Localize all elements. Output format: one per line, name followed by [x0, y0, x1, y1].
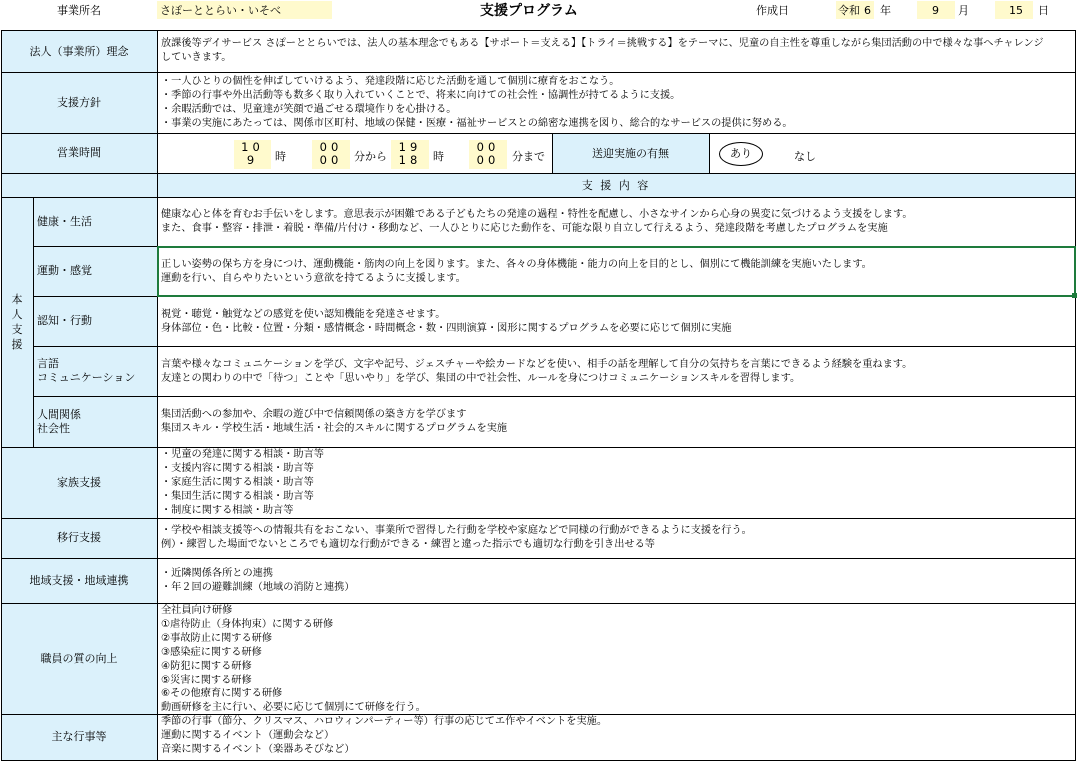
year-value: 6 — [864, 4, 871, 17]
family-content[interactable] — [158, 448, 1074, 518]
staff-line: 動画研修を主に行い、必要に応じて個別にて研修を行う。 — [161, 702, 426, 714]
selection-handle[interactable] — [1072, 293, 1077, 298]
staff-line: ⑥その他療育に関する研修 — [161, 688, 283, 700]
philosophy-line: 放課後等デイサービス さぽーととらいでは、法人の基本理念でもある【サポート＝支える】【トライ＝挑戦する】をテーマに、児童の自主性を尊重しながら集団活動の中で様々な事へチャレンジ — [161, 38, 1044, 49]
office-name-cell[interactable] — [157, 1, 332, 19]
motor-content[interactable] — [158, 258, 1072, 286]
philosophy-label: 法人（事業所）理念 — [29, 44, 129, 58]
policy-line: ・一人ひとりの個性を伸ばしていけるよう、発達段階に応じた活動を通して個別に療育をおこなう。 — [161, 76, 620, 87]
motor-label: 運動・感覚 — [37, 264, 92, 277]
staff-content[interactable] — [158, 604, 1074, 714]
family-line: ・家庭生活に関する相談・助言等 — [161, 476, 314, 488]
motor-line: 運動を行い、自らやりたいという意欲を持てるように支援します。 — [161, 272, 466, 284]
philosophy-content[interactable] — [158, 37, 1074, 65]
day-cell[interactable] — [995, 1, 1033, 19]
cognition-line: 身体部位・色・比較・位置・分類・感情概念・時間概念・数・四則演算・図形に関するプログラムを必要に応じて個別に実施 — [161, 322, 732, 334]
day-value: 15 — [1009, 4, 1023, 17]
language-label: 言語 コミュニケーション — [37, 357, 136, 384]
policy-line: ・余暇活動では、児童達が笑顔で過ごせる環境作りを心掛ける。 — [161, 103, 457, 115]
created-date-label: 作成日 — [756, 4, 789, 17]
end-hour: 19 18 — [398, 140, 422, 167]
hours-label: 営業時間 — [57, 146, 101, 159]
transition-label: 移行支援 — [57, 531, 101, 544]
transition-content[interactable] — [158, 524, 1074, 552]
events-label: 主な行事等 — [51, 730, 107, 743]
transport-label: 送迎実施の有無 — [592, 146, 669, 160]
staff-line: ②事故防止に関する研修 — [161, 632, 273, 644]
cognition-content[interactable] — [158, 308, 1074, 336]
staff-line: 全社員向け研修 — [161, 605, 233, 616]
community-label: 地域支援・地域連携 — [29, 573, 129, 587]
transition-line: 例）・練習した場面でないところでも適切な行動ができる・練習と違った指示でも適切な行動を引き出せる等 — [161, 538, 655, 550]
family-line: ・集団生活に関する相談・助言等 — [161, 490, 314, 502]
language-content[interactable] — [158, 358, 1074, 386]
family-line: ・児童の発達に関する相談・助言等 — [161, 449, 324, 460]
month-cell[interactable] — [917, 1, 955, 19]
end-minute: 00 00 — [476, 140, 500, 167]
health-line: また、食事・整容・排泄・着脱・準備/片付け・移動など、一人ひとりに応じた動作を、可能な限り自立して行えるよう、発達段階を考慮したプログラムを実施 — [161, 222, 888, 234]
staff-line: ④防犯に関する研修 — [161, 660, 252, 672]
start-minute: 00 00 — [319, 140, 343, 167]
policy-label: 支援方針 — [57, 95, 101, 109]
community-line: ・年２回の避難訓練（地域の消防と連携） — [161, 581, 355, 593]
events-line: 運動に関するイベント（運動会など） — [161, 729, 335, 741]
staff-label: 職員の質の向上 — [40, 651, 118, 665]
language-line: 友達との関わりの中で「待つ」ことや「思いやり」を学び、集団の中で社会性、ルールを身につけコミュニケーションスキルを習得します。 — [161, 372, 801, 384]
family-line: ・制度に関する相談・助言等 — [161, 504, 294, 516]
staff-line: ⑤災害に関する研修 — [161, 674, 252, 686]
transition-line: ・学校や相談支援等への情報共有をおこない、事業所で習得した行動を学校や家庭などで同様の行動ができるように支援を行う。 — [161, 525, 752, 536]
grid-line — [1, 197, 1076, 198]
grid-line — [1, 133, 1076, 134]
motor-line: 正しい姿勢の保ち方を身につけ、運動機能・筋肉の向上を図ります。また、各々の身体機能・能力の向上を目的とし、個別にて機能訓練を実施いたします。 — [161, 259, 872, 270]
until-text: 分まで — [512, 150, 545, 163]
policy-line: ・事業の実施にあたっては、関係市区町村、地域の保健・医療・福祉サービスとの綿密な連携を図り、総合的なサービスの提供に努める。 — [161, 117, 793, 129]
language-line: 言葉や様々なコミュニケーションを学び、文字や記号、ジェスチャーや絵カードなどを使い、相手の話を理解して自分の気持ちを言葉にできるよう経験を重ねます。 — [161, 359, 913, 370]
day-unit: 日 — [1038, 4, 1049, 17]
health-line: 健康な心と体を育むお手伝いをします。意思表示が困難である子どもたちの発達の過程・特性を配慮し、小さなサインから心身の異変に気づけるよう支援をします。 — [161, 209, 913, 220]
grid-line — [1, 30, 1076, 31]
family-label: 家族支援 — [57, 475, 101, 489]
social-line: 集団活動への参加や、余暇の遊び中で信頼関係の築き方を学びます — [161, 409, 467, 420]
personal-support-label: 本 人 支 援 — [11, 293, 23, 351]
from-text: 分から — [354, 150, 387, 163]
grid-line — [1075, 30, 1076, 761]
hour-unit: 時 — [275, 150, 286, 163]
grid-line — [709, 133, 710, 173]
support-header: 支 援 内 容 — [581, 178, 651, 192]
cognition-line: 視覚・聴覚・触覚などの感覚を使い認知機能を発達させます。 — [161, 309, 446, 320]
cognition-label: 認知・行動 — [37, 314, 92, 327]
health-label: 健康・生活 — [37, 214, 92, 228]
social-label: 人間関係 社会性 — [37, 407, 81, 435]
events-content[interactable] — [158, 715, 1074, 757]
era-cell[interactable] — [836, 1, 874, 19]
year-unit: 年 — [880, 4, 891, 17]
transport-yes[interactable]: あり — [719, 142, 763, 166]
policy-line: ・季節の行事や外出活動等も数多く取り入れていくことで、将来に向けての社会性・協調性が持てるように支援。 — [161, 89, 681, 101]
events-line: 季節の行事（節分、クリスマス、ハロウィンパーティー等）行事の応じてエ作やイベントを実施。 — [161, 716, 608, 727]
social-line: 集団スキル・学校生活・地域生活・社会的スキルに関するプログラムを実施 — [161, 422, 508, 434]
start-hour: 10 9 — [241, 140, 264, 167]
community-content[interactable] — [158, 567, 1074, 595]
social-content[interactable] — [158, 408, 1074, 436]
transport-no[interactable]: なし — [794, 150, 816, 163]
grid-line — [1, 72, 1076, 73]
era: 令和 — [838, 4, 860, 17]
staff-line: ①虐待防止（身体拘束）に関する研修 — [161, 618, 334, 630]
month-value: 9 — [932, 4, 939, 17]
family-line: ・支援内容に関する相談・助言等 — [161, 462, 314, 474]
staff-line: ③感染症に関する研修 — [161, 646, 262, 658]
grid-line — [33, 396, 1076, 397]
month-unit: 月 — [958, 4, 969, 17]
community-line: ・近隣関係各所との連携 — [161, 568, 274, 579]
office-name: さぽーととらい・いそべ — [160, 4, 281, 17]
health-content[interactable] — [158, 208, 1074, 236]
page-title: 支援プログラム — [480, 3, 578, 19]
office-label: 事業所名 — [57, 4, 101, 17]
grid-line — [33, 346, 1076, 347]
policy-content[interactable] — [158, 75, 1074, 131]
philosophy-line: していきます。 — [161, 51, 232, 63]
end-hour-unit: 時 — [433, 150, 444, 163]
grid-line — [1, 518, 1076, 519]
events-line: 音楽に関するイベント（楽器あそびなど） — [161, 743, 355, 755]
grid-line — [1, 558, 1076, 559]
